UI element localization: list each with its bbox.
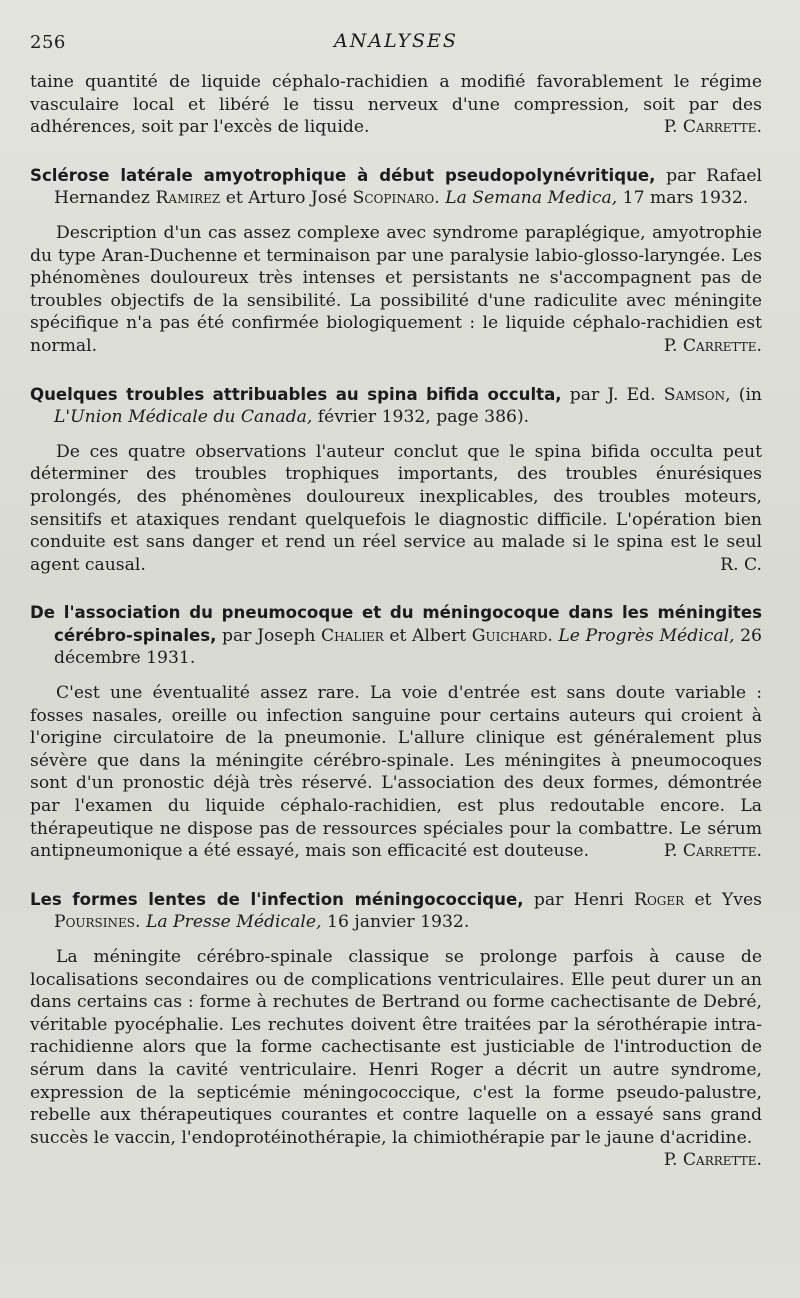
article-body-text: Description d'un cas assez complexe avec syndrome paraplégique, amyotrophie du type Aran-Duchenne et terminaison par une paralysie labio-glosso-laryngée. Les phénomènes douloureux très intenses et persistants ne s'accompagnent pas de troubles objectifs de la sensibilité. La possibilité d'une radiculite avec méningite spécifique n'a pas été confirmée biologiquement : le liquide céphalo-rachidien est normal. bbox=[30, 222, 762, 356]
page-header bbox=[30, 30, 762, 70]
article-title: De l'association du pneumocoque et du méningocoque dans les méningites cérébro-spinales, bbox=[30, 603, 762, 645]
article-citation bbox=[30, 602, 762, 670]
article-body-text: C'est une éventualité assez rare. La voie d'entrée est sans doute variable : fosses nasales, oreille ou infection sanguine pour certains auteurs qui croient à l'origine circulatoire de la pneumonie. L'allure clinique est généralement plus sévère que dans la méningite cérébro-spinale. Les méningites à pneumocoques sont d'un pronostic déjà très réservé. L'association des deux formes, démontrée par l'examen du liquide céphalo-rachidien, est plus redoutable encore. La thérapeutique ne dispose pas de ressources spéciales pour la combattre. Le sérum antipneumonique a été essayé, mais son efficacité est douteuse. bbox=[30, 683, 762, 862]
article-author: Chalier bbox=[320, 625, 384, 646]
article-by: par Rafael Hernandez bbox=[54, 165, 762, 209]
article-by: par Henri bbox=[533, 889, 624, 910]
article-author: Guichard. bbox=[471, 625, 553, 646]
article-body bbox=[30, 946, 762, 1172]
signature: P. Carrette. bbox=[663, 335, 762, 356]
article-author: Roger bbox=[634, 889, 685, 910]
article-citation bbox=[30, 165, 762, 210]
article-author: Poursines. bbox=[54, 912, 141, 933]
article-mid: et Albert bbox=[389, 625, 467, 646]
article-title: Sclérose latérale amyotrophique à début pseudopolynévritique, bbox=[30, 165, 656, 185]
article-mid: et Arturo José bbox=[225, 188, 348, 209]
article-journal: Le Progrès Médical, bbox=[558, 625, 735, 646]
article-date: février 1932, page 386). bbox=[317, 407, 530, 428]
article-citation bbox=[30, 889, 762, 934]
article-citation bbox=[30, 384, 762, 429]
signature: P. Carrette. bbox=[663, 1150, 762, 1171]
article-body bbox=[30, 222, 762, 358]
signature: R. C. bbox=[720, 554, 762, 575]
article-body bbox=[30, 441, 762, 577]
article-by: par J. Ed. bbox=[569, 384, 656, 405]
article-title: Les formes lentes de l'infection méningococcique, bbox=[30, 889, 524, 909]
article-author: Scopinaro. bbox=[352, 188, 440, 209]
article-author: Ramirez bbox=[155, 188, 221, 209]
article-author: Samson, bbox=[663, 384, 731, 405]
article-mid: et Yves bbox=[694, 889, 762, 910]
signature: P. Carrette. bbox=[663, 117, 762, 138]
article-date: 16 janvier 1932. bbox=[327, 912, 470, 933]
continuation-text: taine quantité de liquide céphalo-rachidien a modifié favorablement le régime vasculaire local et libéré le tissu nerveux d'une compression, soit par des adhérences, soit par l'excès de liquide. bbox=[30, 72, 762, 138]
article-date: 26 décembre 1931. bbox=[54, 625, 762, 669]
continuation-paragraph bbox=[30, 71, 762, 139]
article-journal: La Presse Médicale, bbox=[145, 912, 322, 933]
signature: P. Carrette. bbox=[663, 841, 762, 862]
article-journal: La Semana Medica, bbox=[445, 188, 618, 209]
article-body bbox=[30, 682, 762, 863]
running-head: ANALYSES bbox=[334, 30, 458, 52]
article-journal: L'Union Médicale du Canada, bbox=[54, 407, 313, 428]
article-body-text: La méningite cérébro-spinale classique se prolonge parfois à cause de localisations secondaires ou de complications ventriculaires. Elle peut durer un an dans certains cas : forme à rechutes de Bertrand ou forme cachectisante de Debré, véritable pyocéphalie. Les rechutes doivent être traitées par la sérothérapie intra-rachidienne alors que la forme cachectisante est justiciable de l'introduction de sérum dans la cavité ventriculaire. Henri Roger a décrit un autre syndrome, expression de la septicémie méningococcique, c'est la forme pseudo-palustre, rebelle aux thérapeutiques courantes et contre laquelle on a essayé sans grand succès le vaccin, l'endoprotéinothérapie, la chimiothérapie par le jaune d'acridine. bbox=[30, 947, 762, 1148]
article-by: par Joseph bbox=[222, 625, 316, 646]
article-title: Quelques troubles attribuables au spina bifida occulta, bbox=[30, 384, 562, 404]
article-pre-journal: (in bbox=[738, 384, 763, 405]
article-body-text: De ces quatre observations l'auteur conclut que le spina bifida occulta peut déterminer des troubles trophiques importants, des troubles énurésiques prolongés, des phénomènes douloureux inexplicables, des troubles moteurs, sensitifs et ataxiques rendant quelquefois le diagnostic difficile. L'opération bien conduite est sans danger et rend un réel service au malade si le spina est le seul agent causal. bbox=[30, 441, 762, 575]
page-number: 256 bbox=[30, 32, 66, 53]
article-date: 17 mars 1932. bbox=[622, 188, 749, 209]
